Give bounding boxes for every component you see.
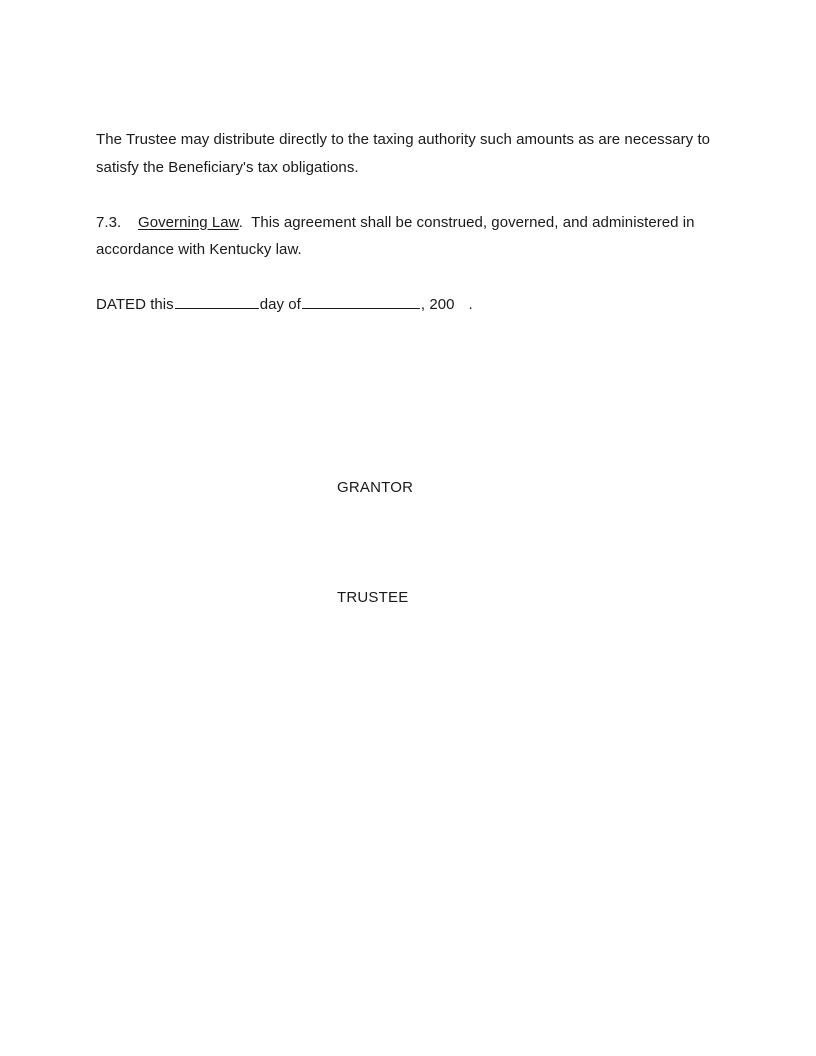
dated-day-blank[interactable] [175, 294, 259, 309]
signature-block-trustee [337, 589, 657, 607]
signature-label-grantor: GRANTOR [337, 479, 414, 496]
signature-label-trustee: TRUSTEE [337, 589, 409, 606]
dated-month-blank[interactable] [302, 294, 420, 309]
section-heading-governing-law: Governing Law [138, 213, 239, 231]
signature-block-grantor [337, 479, 657, 497]
dated-line [96, 291, 712, 319]
section-7-3-text: . This agreement shall be construed, governed, and administered in accordance with Kentucky law. [96, 213, 699, 258]
dated-year-prefix: , 200 [420, 296, 455, 313]
paragraph-spacer-2 [96, 264, 712, 292]
dated-prefix: DATED this [96, 296, 174, 313]
paragraph-trustee-distribution: The Trustee may distribute directly to the taxing authority such amounts as are necessary to satisfy the Beneficiary's tax obligations. [96, 131, 715, 176]
dated-terminator: . [468, 296, 473, 313]
document-body [96, 126, 715, 319]
section-7-3 [96, 209, 712, 264]
dated-middle: day of [259, 296, 301, 313]
paragraph-spacer [96, 181, 712, 209]
section-number-7-3: 7.3. [96, 213, 122, 231]
